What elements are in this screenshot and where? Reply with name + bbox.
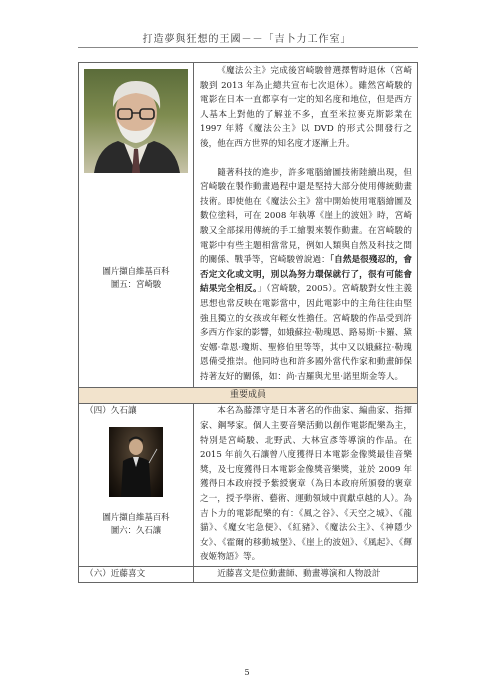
section-row xyxy=(79,388,418,404)
running-header: 打造夢與狂想的王國－－「吉卜力工作室」 xyxy=(142,34,352,45)
content-table xyxy=(78,62,418,583)
photo-caption-source: 圖片擷自維基百科 xyxy=(102,512,170,523)
header-rule xyxy=(78,47,418,48)
paragraph: 本名為藤澤守是日本著名的作曲家、編曲家、指揮家、鋼琴家。個人主要音樂活動以創作電影配樂為主，特別是宮崎駿、北野武、大林宣彥等導演的作品。在 2015 年前久石讓曾八度獲得日本電影金像獎最佳音樂獎，及七度獲得日本電影金像獎音樂獎，並於 2009 年獲得日本政府授予紫綬褒章（為日本政府所頒發的褒章之一，授予學術、藝術、運動領域中貢獻卓越的人）。為吉卜力的電影配樂的有：《風之谷》、《天空之城》、《龍貓》、《魔女宅急便》、《紅豬》、《魔法公主》、《神隱少女》、《霍爾的移動城堡》、《崖上的波妞》、《風起》、《輝夜姬物語》等。 xyxy=(200,406,412,563)
text-cell xyxy=(194,567,418,583)
paragraph xyxy=(194,166,417,388)
photo-caption-title: 圖五：宮崎駿 xyxy=(110,279,162,289)
miyazaki-photo xyxy=(84,69,188,173)
photo-caption-source: 圖片擷自維基百科 xyxy=(102,266,170,276)
member-label: （四）久石讓 xyxy=(85,406,137,417)
table-row xyxy=(79,63,418,388)
paragraph: 《魔法公主》完成後宮崎駿曾選擇暫時退休（宮崎駿到 2013 年為止總共宣布七次退休）。雖然宮崎駿的電影在日本一直都享有一定的知名度和地位，但是西方人基本上對他的了解並不多，直至米拉麥克斯影業在 1997 年將《魔法公主》以 DVD 的形式公開發行之後，他在西方世界的知名度才逐漸上升。 xyxy=(200,66,412,149)
photo-caption-title: 圖六：久石讓 xyxy=(110,525,162,536)
hisaishi-photo xyxy=(109,427,163,497)
quote-text: 「自然是很殘忍的，會否定文化或文明，別以為努力環保就行了，很有可能會結果完全相反。 xyxy=(200,255,412,295)
image-cell xyxy=(79,63,194,388)
image-cell xyxy=(79,404,194,567)
paragraph: 近藤喜文是位動畫師、動畫導演和人物設計 xyxy=(217,569,381,579)
paragraph-text: 」（宮崎駿，2005）。宮崎駿對女性主義思想也常反映在電影當中，因此電影中的主角往往由堅強且獨立的女孩或年輕女性擔任。宮崎駿的作品受到許多西方作家的影響，如娥蘇拉·勒瑰恩、路易斯·卡羅、黛安娜·韋恩·瓊斯、聖修伯里等等，其中又以娥蘇拉·勒瑰恩備受推崇。他同時也和許多國外當代作家和動畫師保持著友好的關係，如：尚·吉羅與尤里·諾里斯金等人。 xyxy=(200,284,412,382)
table-row xyxy=(79,404,418,567)
table-row xyxy=(79,567,418,583)
page-number: 5 xyxy=(244,668,250,677)
paragraph-text: 隨著科技的進步，許多電腦繪圖技術陸續出現，但宮崎駿在製作動畫過程中還是堅持大部分使用傳統動畫技術。即使他在《魔法公主》當中開始使用電腦繪圖及數位塗料，可在 2008 年執導《崖上的波妞》時，宮崎駿又全部採用傳統的手工繪製來製作動畫。在宮崎駿的電影中有些主題相當常見，例如人類與自然及科技之間的關係、戰爭等，宮崎駿曾說過： xyxy=(200,167,412,266)
member-label: （六）近藤喜文 xyxy=(79,567,194,583)
text-cell xyxy=(194,63,418,388)
section-heading: 重要成員 xyxy=(79,388,418,404)
text-cell xyxy=(194,404,418,567)
